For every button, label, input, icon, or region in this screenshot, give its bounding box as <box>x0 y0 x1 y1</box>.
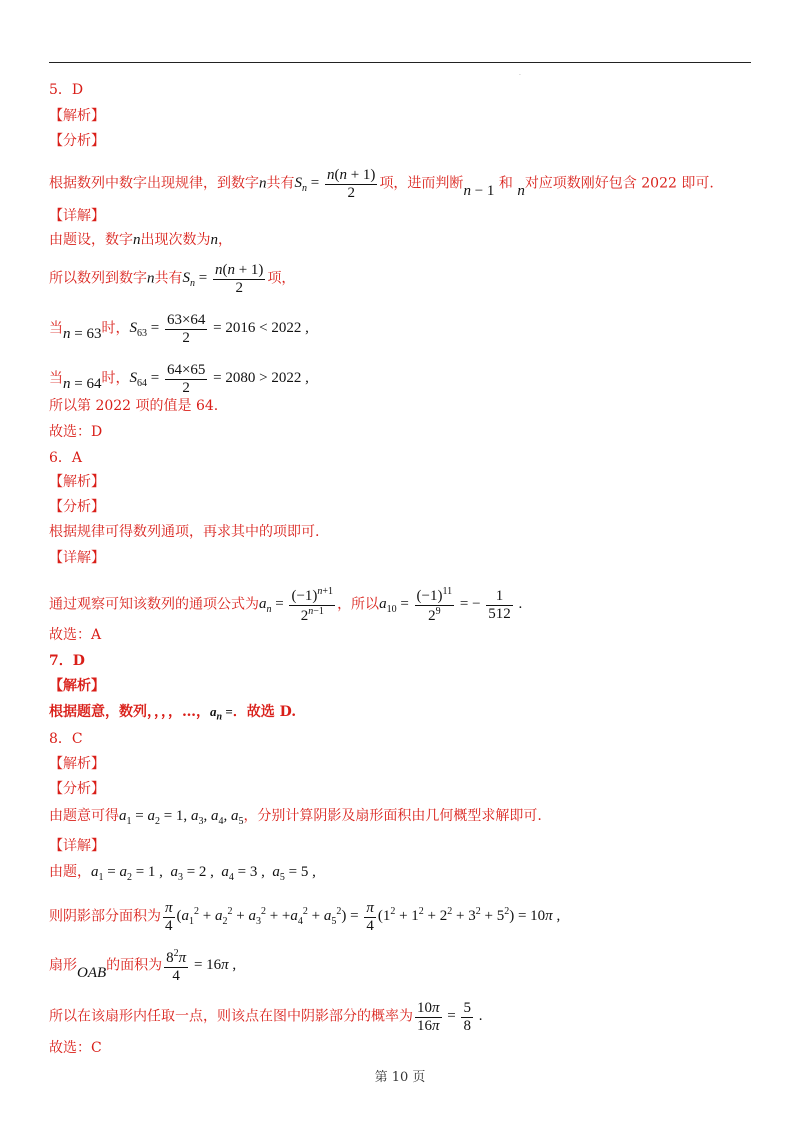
q8-l1-text-1: 由题， <box>49 864 91 880</box>
q5-l3-text-2: 时， <box>101 320 130 337</box>
q6-formula-a10: $a_{10}$ = $\frac{(-1)^{11}}{2^9}$ = − $\frac{1}{512}$ . <box>379 586 523 624</box>
q5-detail-line-3: 当n = 63时，$S_{63}$ = $\frac{63\times 64}{2}$ = 2016 < 2022 , <box>49 312 309 346</box>
q5-formula-s63: $S_{63}$ = $\frac{63\times 64}{2}$ = 2016 < 2022 , <box>129 312 309 346</box>
q5-formula-sn-2: $S_n$ = $\frac{n(n + 1)}{2}$ <box>182 262 264 296</box>
q8-formula-a1a2: $a_1 = a_2 = 1$, $a_3$, $a_4$, $a_5$ <box>119 808 244 827</box>
q7-solution-text-1: 根据题意，数列，，，，…， <box>49 704 210 720</box>
q8-analysis <box>49 806 542 832</box>
q5-detail-line-4: 当n = 64时，$S_{64}$ = $\frac{64\times 65}{2}$ = 2080 > 2022 , <box>49 362 309 396</box>
q8-l2-text-1: 则阴影部分面积为 <box>49 908 161 925</box>
q6-l1-text-1: 通过观察可知该数列的通项公式为 <box>49 596 259 613</box>
q8-analysis-text-2: ，分别计算阴影及扇形面积由几何概型求解即可. <box>243 808 542 824</box>
q5-l4-text-2: 时， <box>101 370 130 387</box>
q8-formula-sector-area: $\frac{8^2\pi}{4}$ = 16π , <box>166 948 237 984</box>
q5-answer: 故选：D <box>49 424 103 440</box>
q5-analysis-text-1: 根据数列中数字出现规律，到数字 <box>49 175 259 192</box>
q5-detail-line-5: 所以第 2022 项的值是 64. <box>49 398 219 414</box>
header-rule <box>49 62 751 63</box>
page-footer: 第 10 页 <box>374 1070 426 1085</box>
q5-l2-text-3: 项， <box>267 270 296 287</box>
q5-l1-text-1: 由题设，数字 <box>49 232 133 248</box>
q6-analysis: 根据规律可得数列通项，再求其中的项即可. <box>49 524 320 540</box>
q6-xiangjie-tag: 【详解】 <box>49 550 105 566</box>
q8-detail-line-2 <box>49 900 560 934</box>
q8-heading: 8．C <box>49 731 83 747</box>
q6-jiexi-tag: 【解析】 <box>49 474 105 490</box>
q8-xiangjie-tag: 【详解】 <box>49 838 105 854</box>
q6-answer: 故选：A <box>49 627 102 643</box>
q8-detail-line-3: 扇形OAB的面积为 $\frac{8^2\pi}{4}$ = 16π , <box>49 948 237 984</box>
q8-l3-text-1: 扇形 <box>49 957 77 974</box>
q5-formula-s64: $S_{64}$ = $\frac{64\times 65}{2}$ = 2080 > 2022 , <box>129 362 309 396</box>
q8-formula-probability: $\frac{10\pi}{16\pi}$ = $\frac{5}{8}$ . <box>417 1000 483 1034</box>
q5-l2-text-1: 所以数列到数字 <box>49 270 147 287</box>
q5-formula-sn: $S_n$ = $\frac{n(n + 1)}{2}$ <box>294 167 376 201</box>
q8-l4-text-1: 所以在该扇形内任取一点，则该点在图中阴影部分的概率为 <box>49 1008 413 1025</box>
q7-solution-text-2: ．故选 D. <box>232 704 297 720</box>
q8-jiexi-tag: 【解析】 <box>49 756 105 772</box>
q6-heading: 6．A <box>49 450 83 466</box>
q5-xiangjie-tag: 【详解】 <box>49 208 105 224</box>
q8-detail-line-1 <box>49 862 316 888</box>
q6-l1-text-2: ，所以 <box>337 596 380 613</box>
q6-detail-line-1 <box>49 586 522 624</box>
q5-analysis-text-2: 共有 <box>266 175 295 192</box>
q5-l4-text-1: 当 <box>49 370 63 387</box>
q8-formula-values: $a_1 = a_2 = 1$ , $a_3 = 2$ , $a_4 = 3$ , $a_5 = 5$ , <box>91 864 316 883</box>
q5-l1-text-2: 出现次数为 <box>140 232 211 248</box>
q5-analysis-text-3: 项，进而判断 <box>379 175 464 192</box>
q5-jiexi-tag: 【解析】 <box>49 108 105 124</box>
q5-fenxi-tag: 【分析】 <box>49 133 105 149</box>
q8-l3-text-2: 的面积为 <box>106 957 163 974</box>
q5-detail-line-1: 由题设，数字n出现次数为n， <box>49 232 232 248</box>
q8-analysis-text-1: 由题意可得 <box>49 808 119 824</box>
q5-analysis-text-5: 对应项数刚好包含 2022 即可. <box>524 175 714 192</box>
q6-formula-an: $a_n$ = $\frac{(-1)^{n+1}}{2^{n-1}}$ <box>259 586 334 624</box>
q5-analysis: 根据数列中数字出现规律，到数字n共有$S_n$ = $\frac{n(n + 1)}{2}$ 项，进而判断n − 1 和 n对应项数刚好包含 2022 即可. <box>49 167 714 201</box>
q5-heading: 5．D <box>49 82 84 98</box>
q5-detail-line-2: 所以数列到数字n共有$S_n$ = $\frac{n(n + 1)}{2}$ 项， <box>49 262 296 296</box>
q5-analysis-text-4: 和 <box>498 175 513 192</box>
q8-fenxi-tag: 【分析】 <box>49 781 105 797</box>
q7-heading: 7．D <box>49 653 85 669</box>
q8-detail-line-4 <box>49 1000 482 1034</box>
header-dot: · <box>519 72 521 79</box>
q8-answer: 故选：C <box>49 1040 102 1056</box>
q5-l3-text-1: 当 <box>49 320 63 337</box>
q6-fenxi-tag: 【分析】 <box>49 499 105 515</box>
q5-l2-text-2: 共有 <box>154 270 183 287</box>
q7-jiexi-tag: 【解析】 <box>49 678 105 694</box>
q7-solution: 根据题意，数列，，，，…，$a_n$ =．故选 D. <box>49 704 297 723</box>
q8-formula-shadow-area: $\frac{\pi}{4}$ $(a_1^2 + a_2^2 + a_3^2 + +a_4^2 + a_5^2)$ = $\frac{\pi}{4}$ $(1^2 + 1^2 + 2^2 + 3^2 + 5^2) = 10\pi$ , <box>165 900 561 934</box>
q5-l1-text-3: ， <box>218 232 232 248</box>
